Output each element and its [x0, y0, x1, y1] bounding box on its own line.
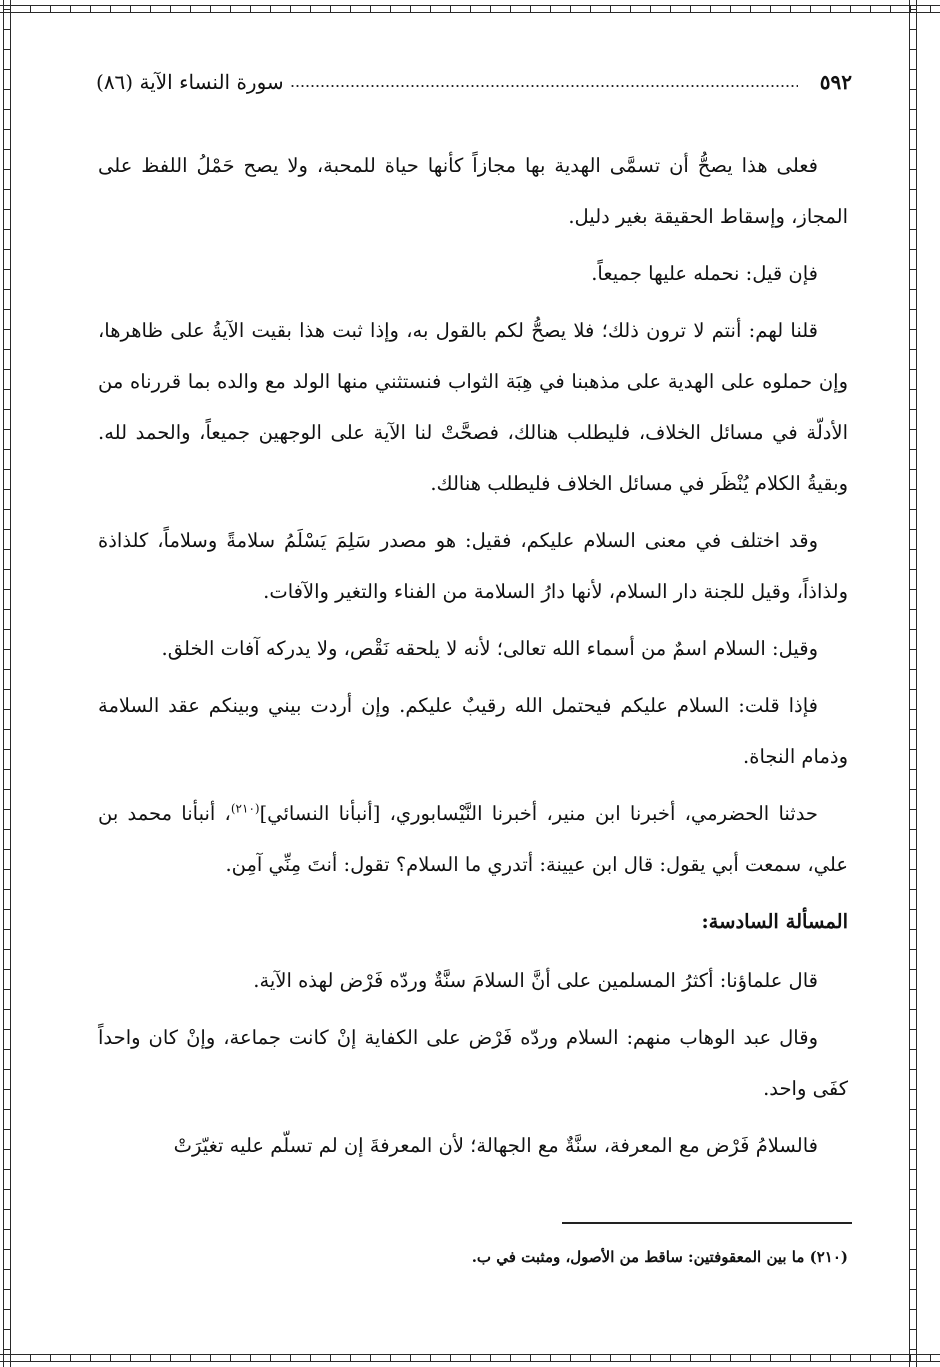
- footnote-reference: (٢١٠): [230, 801, 260, 816]
- paragraph-with-footnote: [98, 788, 848, 890]
- paragraph: قال علماؤنا: أكثرُ المسلمين على أنَّ السلامَ سنَّةٌ وردّه فَرْض لهذه الآية.: [253, 969, 818, 992]
- paragraph: فإذا قلت: السلام عليكم فيحتمل الله رقيبٌ عليكم. وإن أردت بيني وبينكم عقد السلامة وذمام النجاة.: [98, 694, 848, 768]
- page-number: ٥٩٢: [819, 70, 852, 94]
- body-text: [98, 140, 848, 1177]
- page-header: [96, 64, 852, 100]
- running-title: سورة النساء الآية (٨٦): [96, 70, 284, 94]
- paragraph: فإن قيل: نحمله عليها جميعاً.: [591, 262, 818, 285]
- page-border-top: [0, 2, 940, 16]
- section-heading: المسألة السادسة:: [701, 910, 848, 933]
- page-border-left: [0, 0, 14, 1367]
- paragraph: فالسلامُ فَرْض مع المعرفة، سنَّةٌ مع الجهالة؛ لأن المعرفةَ إن لم تسلّم عليه تغيّرَتْ: [173, 1134, 818, 1157]
- paragraph: فعلى هذا يصحُّ أن تسمَّى الهدية بها مجازاً كأنها حياة للمحبة، ولا يصح حَمْلُ اللفظ على المجاز، وإسقاط الحقيقة بغير دليل.: [98, 154, 848, 228]
- paragraph-text: ، أنبأنا محمد بن علي، سمعت أبي يقول: قال ابن عيينة: أتدري ما السلام؟ تقول: أنتَ مِنِّي آمِن.: [98, 802, 848, 876]
- paragraph: وقال عبد الوهاب منهم: السلام وردّه فَرْض على الكفاية إنْ كانت جماعة، وإنْ كان واحداً كفَى واحد.: [98, 1026, 848, 1100]
- paragraph: قلنا لهم: أنتم لا ترون ذلك؛ فلا يصحُّ لكم بالقول به، وإذا ثبت هذا بقيت الآيةُ على ظاهرها، وإن حملوه على الهدية على مذهبنا في هِبَة الثواب فنستثني منها الولد مع والده بما قررناه من الأدلّة في مسائل الخلاف، فليطلب هنالك، فصحَّتْ لنا الآية على الوجهين جميعاً، والحمد لله. وبقيةُ الكلام يُنْظَر في مسائل الخلاف فليطلب هنالك.: [98, 319, 848, 495]
- page-border-right: [906, 0, 920, 1367]
- paragraph: وقيل: السلام اسمٌ من أسماء الله تعالى؛ لأنه لا يلحقه نَقْص، ولا يدركه آفات الخلق.: [161, 637, 818, 660]
- header-dot-leader: [290, 85, 798, 87]
- paragraph-text: حدثنا الحضرمي، أخبرنا ابن منير، أخبرنا النَّيْسابوري، [أنبأنا النسائي]: [259, 802, 818, 825]
- footnote: (٢١٠) ما بين المعقوفتين: ساقط من الأصول، ومثبت في ب.: [471, 1248, 848, 1266]
- paragraph: وقد اختلف في معنى السلام عليكم، فقيل: هو مصدر سَلِمَ يَسْلَمُ سلامةً وسلاماً، كلذاذة ولذاذاً، وقيل للجنة دار السلام، لأنها دارُ السلامة من الفناء والتغير والآفات.: [98, 529, 848, 603]
- footnote-rule: [562, 1222, 852, 1224]
- page-border-bottom: [0, 1351, 940, 1365]
